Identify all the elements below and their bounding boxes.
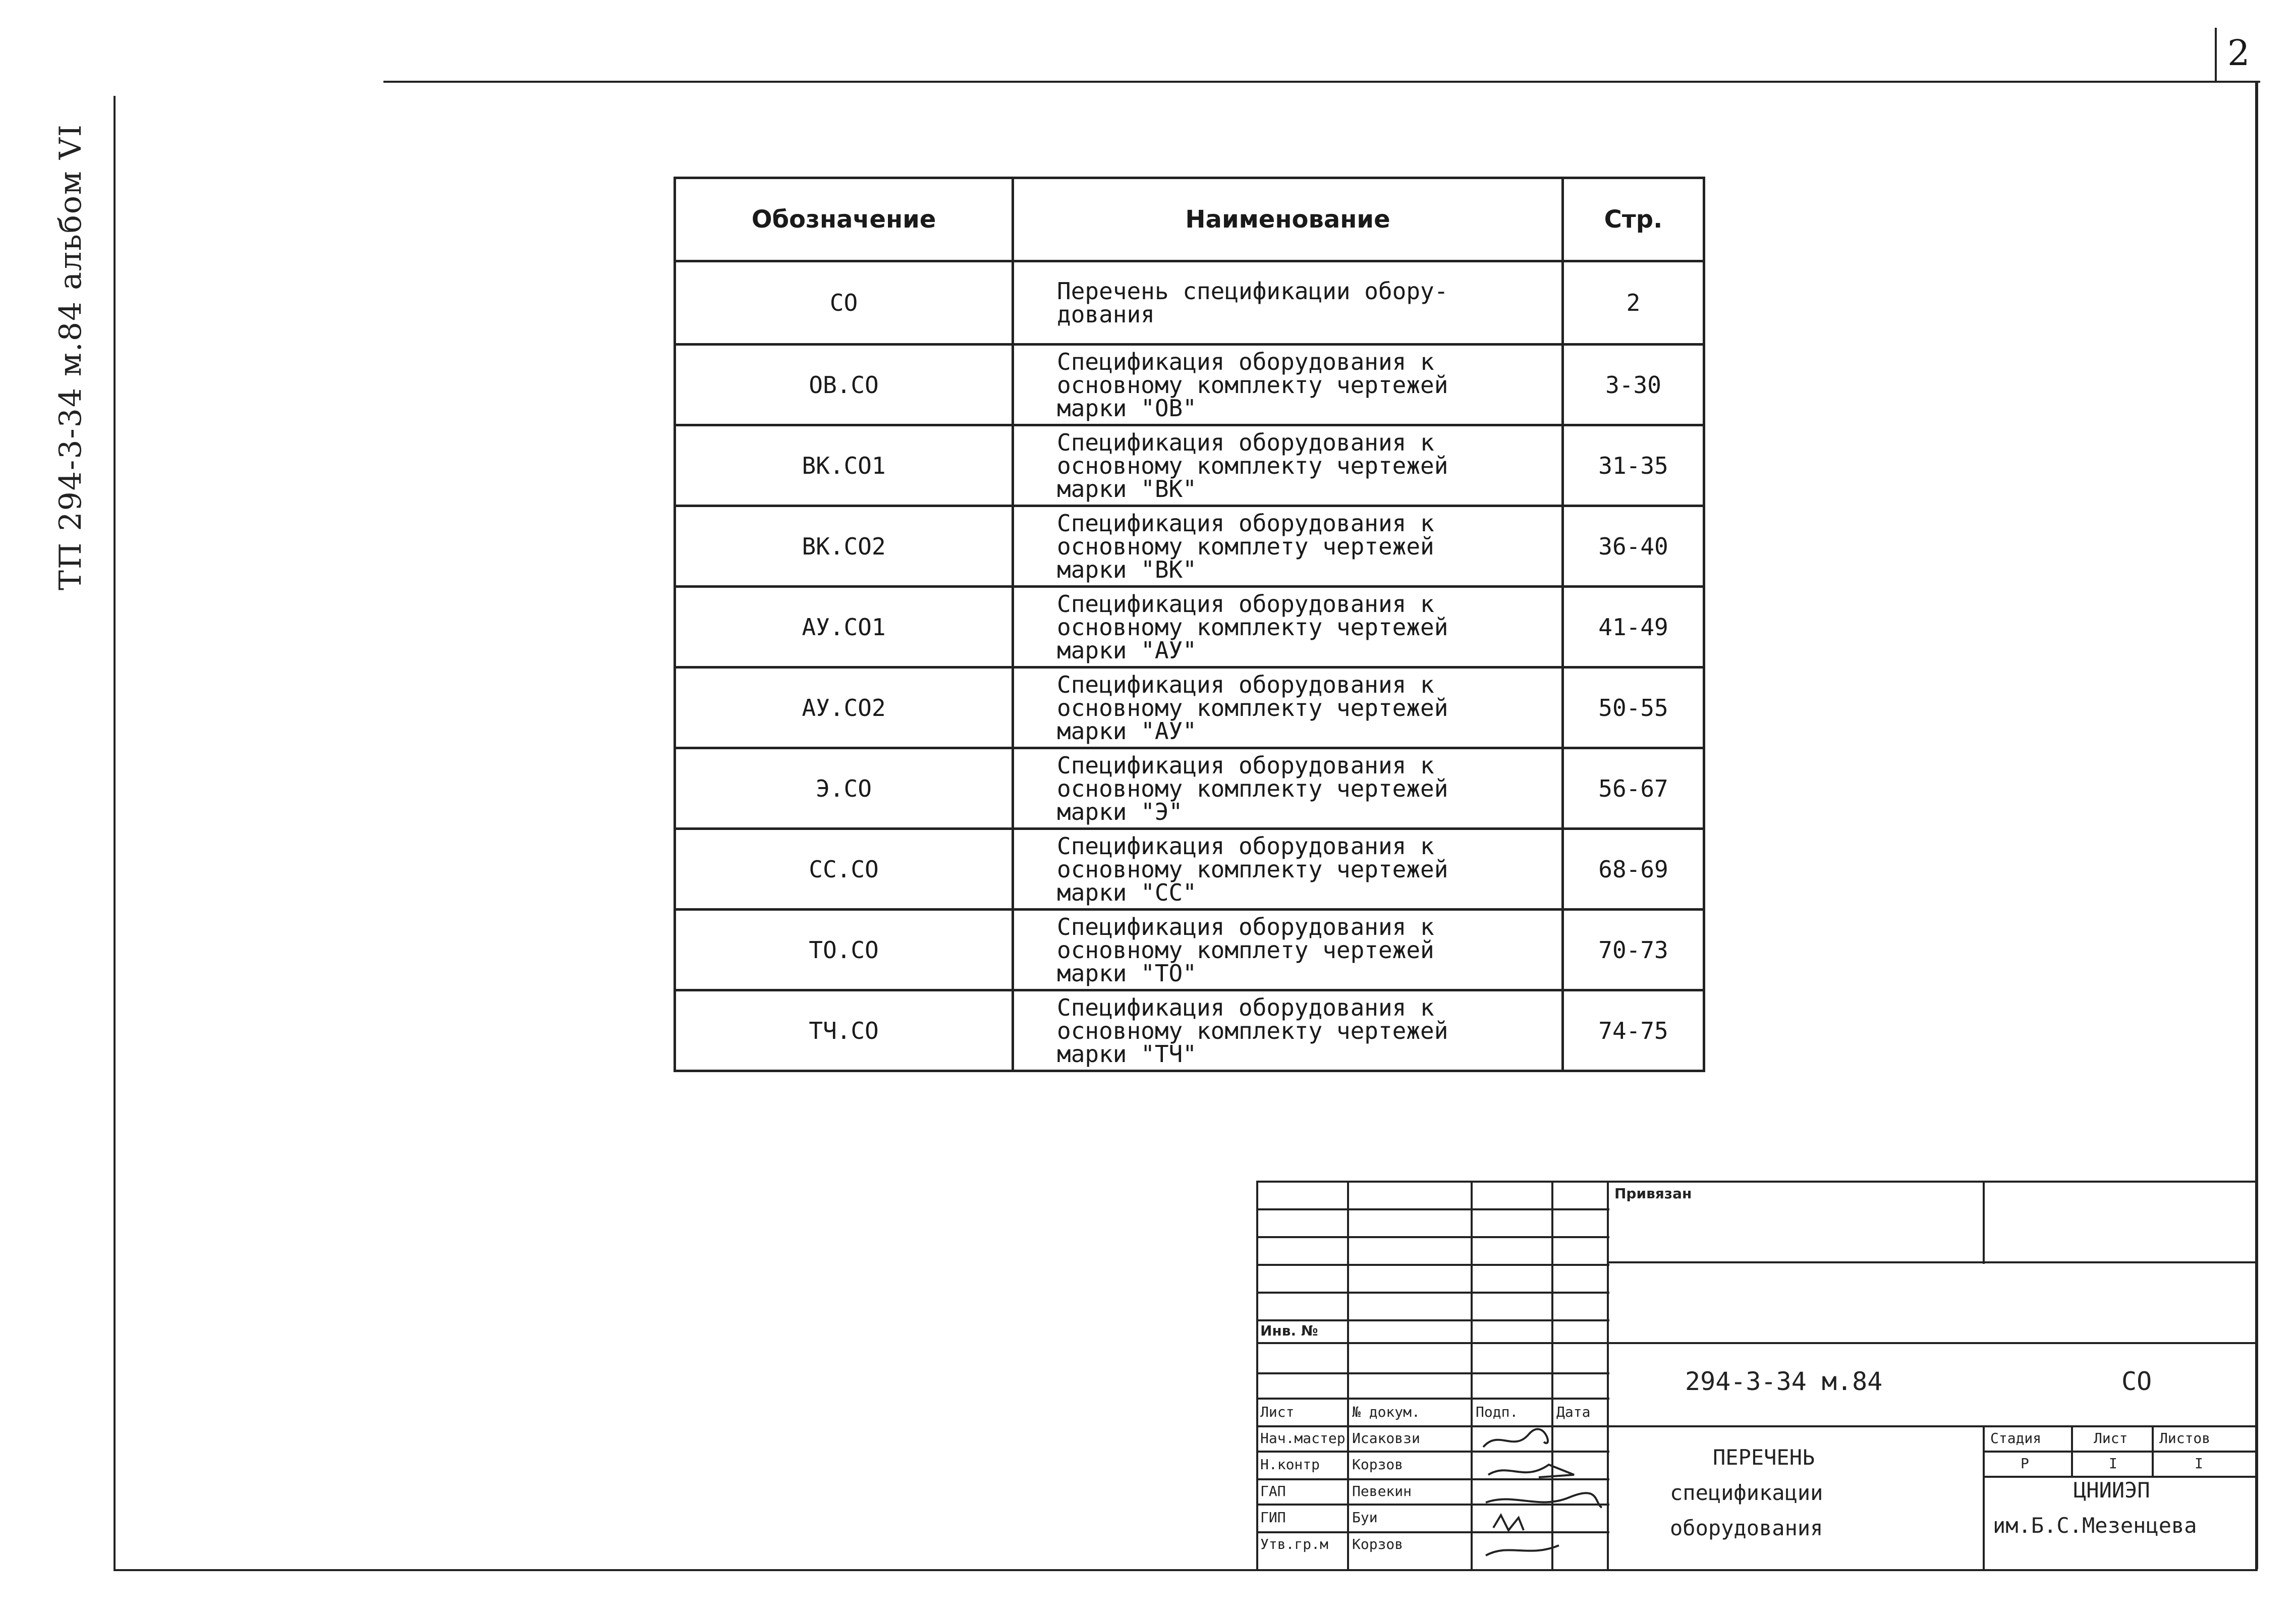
sheets-value: I: [2195, 1455, 2203, 1472]
sheet-value: I: [2109, 1455, 2117, 1472]
row-pages: 70-73: [1563, 910, 1704, 990]
sheet-code: СО: [2121, 1367, 2152, 1396]
row-name: Спецификация оборудования к основному комплекту чертежей марки "ВК": [1013, 425, 1563, 506]
stamp-grid-line: [1983, 1181, 1985, 1264]
sheets-label: Листов: [2159, 1430, 2211, 1447]
row-name: Спецификация оборудования к основному комплету чертежей марки "ВК": [1013, 506, 1563, 587]
doc-title-line2: спецификации: [1670, 1480, 1823, 1505]
frame-bottom-line: [114, 1569, 2258, 1571]
stamp-border-top: [1256, 1181, 2258, 1183]
header-designation: Обозначение: [675, 178, 1013, 261]
table-row: [675, 748, 1704, 829]
stage-value: Р: [2021, 1455, 2029, 1472]
organization-line2: им.Б.С.Мезенцева: [1993, 1513, 2197, 1538]
specification-table: [674, 177, 1705, 1072]
col-sign-header: Подп.: [1476, 1404, 1519, 1420]
stamp-grid-line: [1983, 1451, 2258, 1453]
stamp-grid-line: [1256, 1372, 1609, 1374]
stamp-grid-line: [1983, 1425, 1985, 1569]
row-code: Э.СО: [675, 748, 1013, 829]
row-pages: 31-35: [1563, 425, 1704, 506]
staff-role: Н.контр: [1260, 1456, 1320, 1473]
col-sheet-header: Лист: [1260, 1404, 1295, 1420]
table-row: [675, 910, 1704, 990]
stamp-grid-line: [1607, 1425, 2258, 1427]
sheet-label: Лист: [2094, 1430, 2128, 1447]
table-header-row: [675, 178, 1704, 261]
row-code: АУ.СО2: [675, 668, 1013, 748]
stamp-grid-line: [1256, 1292, 1609, 1294]
staff-name: Исаковзи: [1352, 1430, 1420, 1447]
row-code: ТО.СО: [675, 910, 1013, 990]
row-name: Спецификация оборудования к основному комплекту чертежей марки "СС": [1013, 829, 1563, 910]
stamp-grid-line: [2071, 1425, 2073, 1476]
stamp-grid-line: [1256, 1208, 1609, 1210]
stamp-grid-line: [2152, 1425, 2154, 1476]
row-pages: 41-49: [1563, 587, 1704, 668]
linked-label: Привязан: [1614, 1185, 1692, 1202]
table-row: [675, 425, 1704, 506]
stamp-grid-line: [1256, 1319, 1609, 1321]
row-name: Спецификация оборудования к основному комплекту чертежей марки "ТЧ": [1013, 990, 1563, 1071]
page-number-divider: [2215, 28, 2217, 81]
stamp-grid-line: [1256, 1398, 1609, 1400]
staff-role: Нач.мастер: [1260, 1430, 1346, 1447]
row-pages: 56-67: [1563, 748, 1704, 829]
col-date-header: Дата: [1556, 1404, 1591, 1420]
title-block: [1256, 1181, 2258, 1569]
document-code: 294-3-34 м.84: [1685, 1367, 1883, 1396]
row-pages: 3-30: [1563, 345, 1704, 425]
stamp-grid-line: [1256, 1264, 1609, 1266]
stamp-grid-line: [1471, 1181, 1473, 1569]
row-code: ВК.СО1: [675, 425, 1013, 506]
row-name: Перечень спецификации обору- дования: [1013, 261, 1563, 345]
stamp-grid-line: [1347, 1181, 1349, 1569]
header-name: Наименование: [1013, 178, 1563, 261]
row-name: Спецификация оборудования к основному комплекту чертежей марки "ОВ": [1013, 345, 1563, 425]
stamp-grid-line: [1256, 1342, 1609, 1344]
row-code: ВК.СО2: [675, 506, 1013, 587]
page-number: 2: [2227, 32, 2250, 74]
table-row: [675, 506, 1704, 587]
staff-name: Буи: [1352, 1509, 1378, 1526]
stamp-grid-line: [1607, 1261, 2258, 1263]
album-side-label: ТП 294-3-34 м.84 альбом VI: [53, 124, 88, 590]
row-name: Спецификация оборудования к основному комплекту чертежей марки "Э": [1013, 748, 1563, 829]
staff-role: Утв.гр.м: [1260, 1536, 1328, 1552]
row-name: Спецификация оборудования к основному комплету чертежей марки "ТО": [1013, 910, 1563, 990]
row-code: СО: [675, 261, 1013, 345]
frame-top-line: [383, 81, 2260, 83]
row-name: Спецификация оборудования к основному комплекту чертежей марки "АУ": [1013, 668, 1563, 748]
table-row: [675, 668, 1704, 748]
doc-title-line3: оборудования: [1670, 1516, 1823, 1540]
table-row: [675, 829, 1704, 910]
staff-role: ГИП: [1260, 1509, 1286, 1526]
staff-name: Певекин: [1352, 1483, 1412, 1499]
row-code: ОВ.СО: [675, 345, 1013, 425]
table-row: [675, 261, 1704, 345]
row-pages: 50-55: [1563, 668, 1704, 748]
table-row: [675, 345, 1704, 425]
doc-title-line1: ПЕРЕЧЕНЬ: [1713, 1445, 1815, 1470]
organization-line1: ЦНИИЭП: [2074, 1478, 2150, 1503]
row-code: ТЧ.СО: [675, 990, 1013, 1071]
stage-label: Стадия: [1990, 1430, 2042, 1447]
staff-name: Корзов: [1352, 1536, 1404, 1552]
staff-role: ГАП: [1260, 1483, 1286, 1499]
table-row: [675, 587, 1704, 668]
inventory-number-label: Инв. №: [1260, 1322, 1318, 1339]
header-page: Стр.: [1563, 178, 1704, 261]
row-pages: 74-75: [1563, 990, 1704, 1071]
row-pages: 36-40: [1563, 506, 1704, 587]
signatures-image: [1478, 1427, 1609, 1563]
row-code: СС.СО: [675, 829, 1013, 910]
table-row: [675, 990, 1704, 1071]
row-pages: 2: [1563, 261, 1704, 345]
stamp-border-left: [1256, 1181, 1258, 1569]
row-code: АУ.СО1: [675, 587, 1013, 668]
stamp-grid-line: [1256, 1236, 1609, 1238]
col-docno-header: № докум.: [1352, 1404, 1420, 1420]
frame-left-line: [114, 96, 116, 1569]
staff-name: Корзов: [1352, 1456, 1404, 1473]
row-pages: 68-69: [1563, 829, 1704, 910]
row-name: Спецификация оборудования к основному комплекту чертежей марки "АУ": [1013, 587, 1563, 668]
stamp-grid-line: [1607, 1342, 2258, 1344]
